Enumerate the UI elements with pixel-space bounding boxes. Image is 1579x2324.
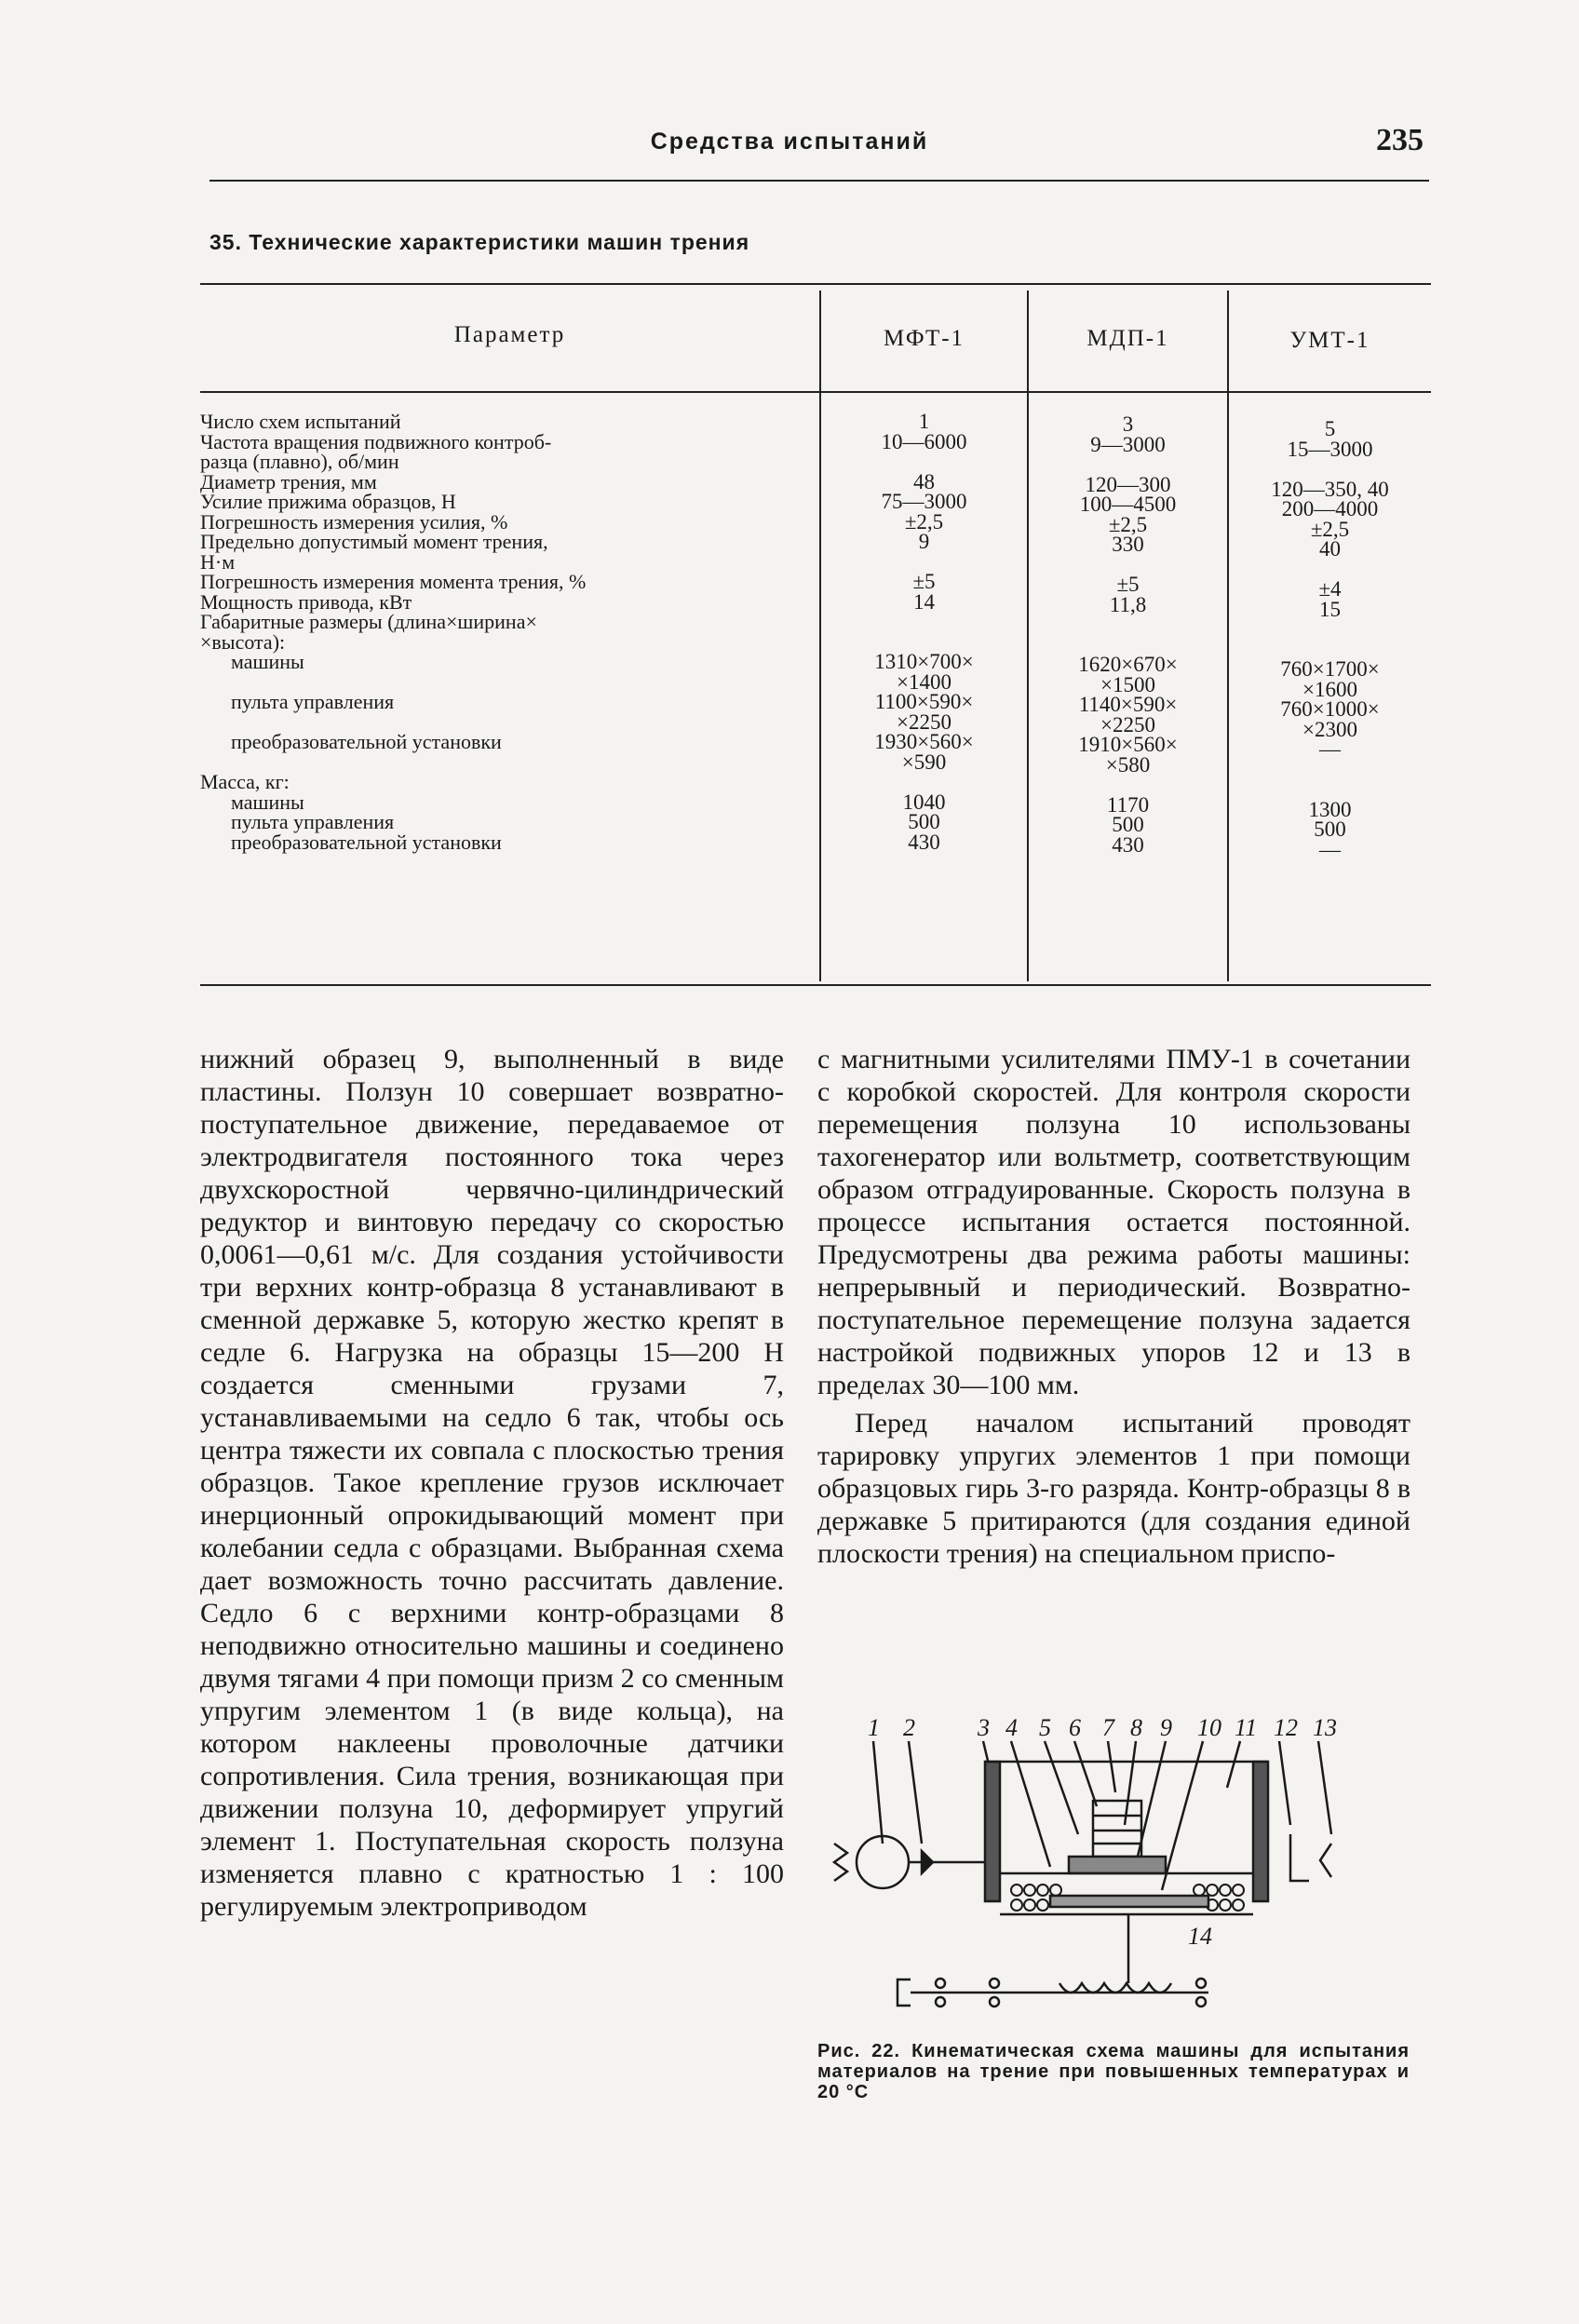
- table-cell: [821, 552, 1027, 573]
- table-cell: 330: [1112, 533, 1144, 556]
- table-cell: [1029, 635, 1227, 655]
- table-cell: Масса, кг:: [200, 770, 290, 793]
- table-cell: ±2,5: [1108, 512, 1148, 536]
- left-paragraph: нижний образец 9, выполненный в виде пластины. Ползун 10 совершает возвратно-поступательное движение, передаваемое от электродвигателя постоянного тока через двухскоростной червячно-цилиндрический редуктор и винтовую передачу со скоростью 0,0061—0,61 м/с. Для создания устойчивости три верхних контр-образца 8 устанавливают в сменной державке 5, которую жестко крепят в седле 6. Нагрузка на образцы 15—200 Н создается сменными грузами 7, устанавливаемыми на седло 6 так, чтобы ось центра тяжести их совпала с плоскостью трения образцов. Такое крепление грузов исключает инерционный опрокидывающий момент при колебании седла с образцами. Выбранная схема дает возможность точно рассчитать давление. Седло 6 с верхними контр-образцами 8 неподвижно относительно машины и соединено двумя тягами 4 при помощи призм 2 со сменным упругим элементом 1 (в виде кольца), на котором наклеены проволочные датчики сопротивления. Сила трения, возникающая при движении ползуна 10, деформирует упругий элемент 1. Поступательная скорость ползуна изменяется плавно с кратностью 1 : 100 регулируемым электроприводом: [200, 1044, 784, 1922]
- table-cell: 9: [918, 530, 930, 553]
- table-cell: 760×1700×: [1280, 657, 1380, 681]
- table-cell: машины: [200, 790, 304, 814]
- fig-label-6: 6: [1069, 1714, 1081, 1741]
- table-cell: 430: [1112, 832, 1144, 857]
- table-cell: 500: [908, 810, 940, 833]
- fig-label-7: 7: [1102, 1714, 1114, 1741]
- table-cell: 1100×590×: [874, 690, 974, 713]
- table-cell: ×1500: [1100, 672, 1155, 696]
- right-column-text: [817, 1043, 1410, 1570]
- table-cell: 3: [1122, 412, 1134, 436]
- table-cell: ±5: [1116, 573, 1140, 596]
- table-cell: Предельно допустимый момент трения,: [200, 530, 548, 553]
- fig-label-5: 5: [1039, 1714, 1051, 1741]
- table-cell: [200, 752, 785, 773]
- table-cell: 5: [1324, 417, 1336, 440]
- table-cell: [821, 772, 1027, 792]
- header-rule: [209, 180, 1429, 182]
- table-cell: ±2,5: [904, 509, 944, 534]
- table-cell: [1229, 760, 1431, 780]
- table-cell: ±2,5: [1310, 517, 1350, 541]
- table-cell: [200, 712, 785, 733]
- table-cell: —: [1319, 737, 1341, 761]
- figure-caption: Рис. 22. Кинематическая схема машины для испытания материалов на трение при повышенных температурах и 20 °С: [817, 2041, 1410, 2102]
- table-cell: ±4: [1318, 577, 1342, 601]
- table-cell: [1029, 615, 1227, 635]
- table-cell: ±5: [912, 570, 936, 593]
- table-cell: ×высота):: [200, 629, 286, 654]
- fig-label-4: 4: [1005, 1714, 1018, 1741]
- table-cell: 14: [913, 589, 935, 614]
- table-cell: пульта управления: [200, 810, 395, 833]
- table-cell: преобразовательной установки: [200, 730, 502, 753]
- fig-label-13: 13: [1313, 1714, 1337, 1741]
- fig-label-11: 11: [1235, 1714, 1258, 1741]
- mft-column: [821, 412, 1027, 852]
- table-cell: 15—3000: [1287, 437, 1373, 461]
- table-cell: 10—6000: [881, 429, 967, 453]
- table-cell: 1910×560×: [1078, 733, 1178, 756]
- table-cell: разца (плавно), об/мин: [200, 450, 399, 473]
- table-cell: Диаметр трения, мм: [200, 469, 377, 493]
- table-cell: [1229, 779, 1431, 800]
- table-cell: 1140×590×: [1078, 693, 1178, 716]
- table-cell: [1229, 619, 1431, 640]
- mdp-column: [1029, 414, 1227, 855]
- param-column: [200, 412, 785, 852]
- fig-label-8: 8: [1130, 1714, 1142, 1741]
- col-header-param: Параметр: [453, 322, 566, 347]
- fig-label-12: 12: [1274, 1714, 1298, 1741]
- running-header: Средства испытаний: [650, 128, 929, 155]
- table-cell: [821, 612, 1027, 632]
- table-cell: [821, 452, 1027, 472]
- col-header-umt: УМТ-1: [1289, 328, 1370, 353]
- table-cell: [1229, 560, 1431, 580]
- table-cell: Погрешность измерения усилия, %: [200, 509, 508, 534]
- table-cell: [200, 672, 785, 693]
- table-cell: 40: [1319, 537, 1341, 561]
- right-paragraph-1: с магнитными усилителями ПМУ-1 в сочетании с коробкой скоростей. Для контроля скорости перемещения ползуна 10 использованы тахогенератор или вольтметр, соответствующим образом отградуированные. Скорость ползуна в процессе испытания остается постоянной. Предусмотрены два режима работы машины: непрерывный и периодический. Возвратно-поступательное перемещение ползуна задается настройкой подвижных упоров 12 и 13 в пределах 30—100 мм.: [817, 1044, 1410, 1400]
- table-caption: 35. Технические характеристики машин трения: [209, 230, 750, 254]
- table-cell: 500: [1314, 817, 1346, 841]
- table-cell: пульта управления: [200, 690, 395, 713]
- col-header-mdp: МДП-1: [1086, 326, 1169, 351]
- table-cell: 15: [1319, 597, 1341, 621]
- fig-label-10: 10: [1197, 1714, 1221, 1741]
- table-cell: 120—350, 40: [1271, 477, 1389, 501]
- table-cell: 1040: [902, 790, 946, 814]
- right-paragraph-2: Перед началом испытаний проводят тарировку упругих элементов 1 при помощи образцовых гирь 3-го разряда. Контр-образцы 8 в державке 5 притираются (для создания единой плоскости трения) на специальном приспо-: [817, 1408, 1410, 1569]
- table-cell: Число схем испытаний: [200, 410, 401, 433]
- table-cell: 100—4500: [1079, 493, 1177, 516]
- table-cell: Усилие прижима образцов, Н: [200, 490, 456, 513]
- table-cell: машины: [200, 650, 304, 673]
- table-cell: 760×1000×: [1280, 697, 1380, 721]
- left-column-text: [200, 1043, 784, 1923]
- table-bottom-rule: [200, 984, 1431, 986]
- table-cell: ×1600: [1302, 677, 1357, 701]
- table-cell: 9—3000: [1090, 432, 1166, 456]
- table-cell: 1: [918, 410, 930, 433]
- table-cell: —: [1319, 837, 1341, 861]
- table-cell: 430: [908, 830, 940, 854]
- fig-label-2: 2: [903, 1714, 915, 1741]
- table-cell: 1300: [1308, 797, 1352, 821]
- table-cell: [821, 632, 1027, 653]
- table-cell: ×1400: [897, 669, 951, 694]
- table-cell: 11,8: [1109, 592, 1147, 616]
- kinematic-diagram: [817, 1704, 1410, 2020]
- umt-column: [1229, 419, 1431, 859]
- table-cell: 120—300: [1085, 472, 1171, 496]
- fig-label-14: 14: [1188, 1923, 1212, 1950]
- table-top-rule: [200, 283, 1431, 285]
- table-cell: 1310×700×: [874, 650, 974, 673]
- table-cell: [1229, 459, 1431, 480]
- fig-label-3: 3: [978, 1714, 990, 1741]
- table-head-rule: [200, 391, 1431, 393]
- table-cell: Мощность привода, кВт: [200, 589, 412, 614]
- table-cell: 48: [913, 469, 935, 493]
- page-number: 235: [1376, 123, 1424, 157]
- table-cell: [1029, 555, 1227, 575]
- table-cell: 1170: [1106, 792, 1150, 817]
- table-cell: 500: [1112, 813, 1144, 836]
- table-cell: 200—4000: [1281, 497, 1379, 520]
- table-cell: 1930×560×: [874, 730, 974, 753]
- table-cell: Н·м: [200, 549, 236, 574]
- table-cell: Погрешность измерения момента трения, %: [200, 570, 587, 593]
- table-cell: ×2250: [897, 709, 951, 734]
- col-header-mft: МФТ-1: [883, 326, 965, 351]
- table-cell: 1620×670×: [1078, 653, 1178, 676]
- table-cell: ×2250: [1100, 712, 1155, 736]
- fig-label-1: 1: [868, 1714, 880, 1741]
- table-cell: 75—3000: [881, 490, 967, 513]
- table-cell: Частота вращения подвижного контроб-: [200, 429, 552, 453]
- fig-label-9: 9: [1160, 1714, 1172, 1741]
- table-cell: преобразовательной установки: [200, 830, 502, 854]
- table-cell: ×590: [901, 750, 947, 774]
- table-cell: [1029, 775, 1227, 795]
- table-cell: [1229, 640, 1431, 660]
- table-cell: ×580: [1105, 752, 1151, 777]
- table-cell: [1029, 454, 1227, 475]
- table-cell: Габаритные размеры (длина×ширина×: [200, 610, 537, 633]
- table-cell: ×2300: [1302, 717, 1357, 741]
